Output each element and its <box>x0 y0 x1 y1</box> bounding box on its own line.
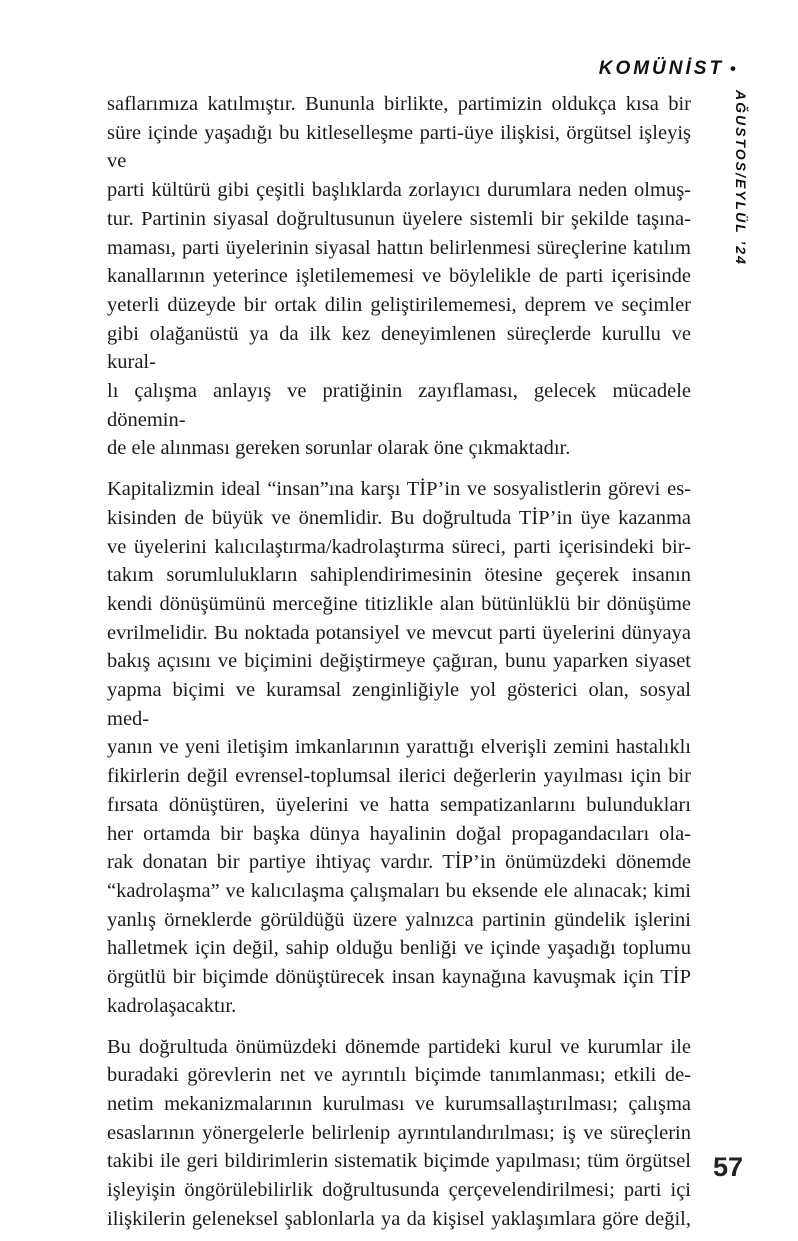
text-line: ilişkilerin geleneksel şablonlarla ya da kişisel yaklaşımlara göre değil, <box>107 1207 691 1230</box>
journal-title: KOMÜNİST <box>598 58 725 79</box>
text-line: buradaki görevlerin net ve ayrıntılı biçimde tanımlanması; etkili de- <box>107 1064 691 1087</box>
text-line: her ortamda bir başka dünya hayalinin doğal propagandacıları ola- <box>107 822 691 845</box>
text-line: “kadrolaşma” ve kalıcılaşma çalışmaları bu eksende ele alınacak; kimi <box>107 879 691 902</box>
text-line: rak donatan bir partiye ihtiyaç vardır. TİP’in önümüzdeki dönemde <box>107 851 691 874</box>
text-line: parti kültürü gibi çeşitli başlıklarda zorlayıcı durumlara neden olmuş- <box>107 179 691 202</box>
text-line: yanın ve yeni iletişim imkanlarının yarattığı elverişli zemini hastalıklı <box>107 736 691 759</box>
text-line: fırsata dönüştüren, üyelerini ve hatta sempatizanlarını bulundukları <box>107 793 691 816</box>
text-line: de ele alınması gereken sorunlar olarak öne çıkmaktadır. <box>107 437 571 460</box>
text-line: süre içinde yaşadığı bu kitleselleşme parti-üye ilişkisi, örgütsel işleyiş ve <box>107 121 691 173</box>
text-line: kendi dönüşümünü merceğine titizlikle alan bütünlüklü bir dönüşüme <box>107 592 691 615</box>
text-line: netim mekanizmalarının kurulması ve kurumsallaştırılması; çalışma <box>107 1092 691 1115</box>
text-line: saflarımıza katılmıştır. Bununla birlikte, partimizin oldukça kısa bir <box>107 93 691 115</box>
paragraph <box>107 475 691 1020</box>
text-line: bakış açısını ve biçimini değiştirmeye çağıran, bunu yaparken siyaset <box>107 650 691 673</box>
paragraph <box>107 1033 691 1234</box>
journal-header <box>599 58 739 80</box>
paragraph <box>107 90 691 463</box>
text-line: Bu doğrultuda önümüzdeki dönemde partideki kurul ve kurumlar ile <box>107 1035 691 1058</box>
text-line: maması, parti üyelerinin siyasal hattın belirlenmesi süreçlerine katılım <box>107 236 691 259</box>
text-line: kanallarının yeterince işletilememesi ve böylelikle de parti içerisinde <box>107 265 691 288</box>
text-line: Kapitalizmin ideal “insan”ına karşı TİP’in ve sosyalistlerin görevi es- <box>107 478 691 501</box>
text-line: işleyişin öngörülebilirlik doğrultusunda çerçevelendirilmesi; parti içi <box>107 1179 691 1202</box>
text-line: gibi olağanüstü ya da ilk kez deneyimlenen süreçlerde kurullu ve kural- <box>107 322 691 374</box>
page-number: 57 <box>712 1152 743 1182</box>
text-line: tur. Partinin siyasal doğrultusunun üyelere sistemli bir şekilde taşına- <box>107 207 691 230</box>
text-line: esaslarının yönergelerle belirlenip ayrıntılandırılması; iş ve süreçlerin <box>107 1121 691 1144</box>
text-line: ve üyelerini kalıcılaştırma/kadrolaştırma süreci, parti içerisindeki bir- <box>107 535 691 558</box>
text-line: lı çalışma anlayış ve pratiğinin zayıflaması, gelecek mücadele dönemin- <box>107 380 691 431</box>
text-line: örgütlü bir biçimde dönüştürecek insan kaynağına kavuşmak için TİP <box>107 966 691 989</box>
text-line: fikirlerin değil evrensel-toplumsal ilerici değerlerin yayılması için bir <box>107 765 691 788</box>
bullet-icon: • <box>730 59 739 78</box>
issue-date-label: AĞUSTOS/EYLÜL ’24 <box>733 90 749 266</box>
text-line: evrilmelidir. Bu noktada potansiyel ve mevcut parti üyelerini dünyaya <box>107 621 691 644</box>
text-line: kadrolaşacaktır. <box>107 994 237 1017</box>
text-line: takım sorumlulukların sahiplendirimesinin ötesine geçerek insanın <box>107 564 691 587</box>
article-body <box>107 90 691 1241</box>
text-line: takibi ile geri bildirimlerin sistematik biçimde yapılması; tüm örgütsel <box>107 1150 691 1173</box>
text-line: halletmek için değil, sahip olduğu benliği ve içinde yaşadığı toplumu <box>107 937 691 960</box>
text-line: yeterli düzeyde bir ortak dilin geliştirilememesi, deprem ve seçimler <box>107 293 691 316</box>
text-line: yapma biçimi ve kuramsal zenginliğiyle yol gösterici olan, sosyal med- <box>107 679 691 730</box>
text-line: yanlış örneklerde görüldüğü üzere yalnızca partinin gündelik işlerini <box>107 908 691 931</box>
text-line: kisinden de büyük ve önemlidir. Bu doğrultuda TİP’in üye kazanma <box>107 506 691 529</box>
